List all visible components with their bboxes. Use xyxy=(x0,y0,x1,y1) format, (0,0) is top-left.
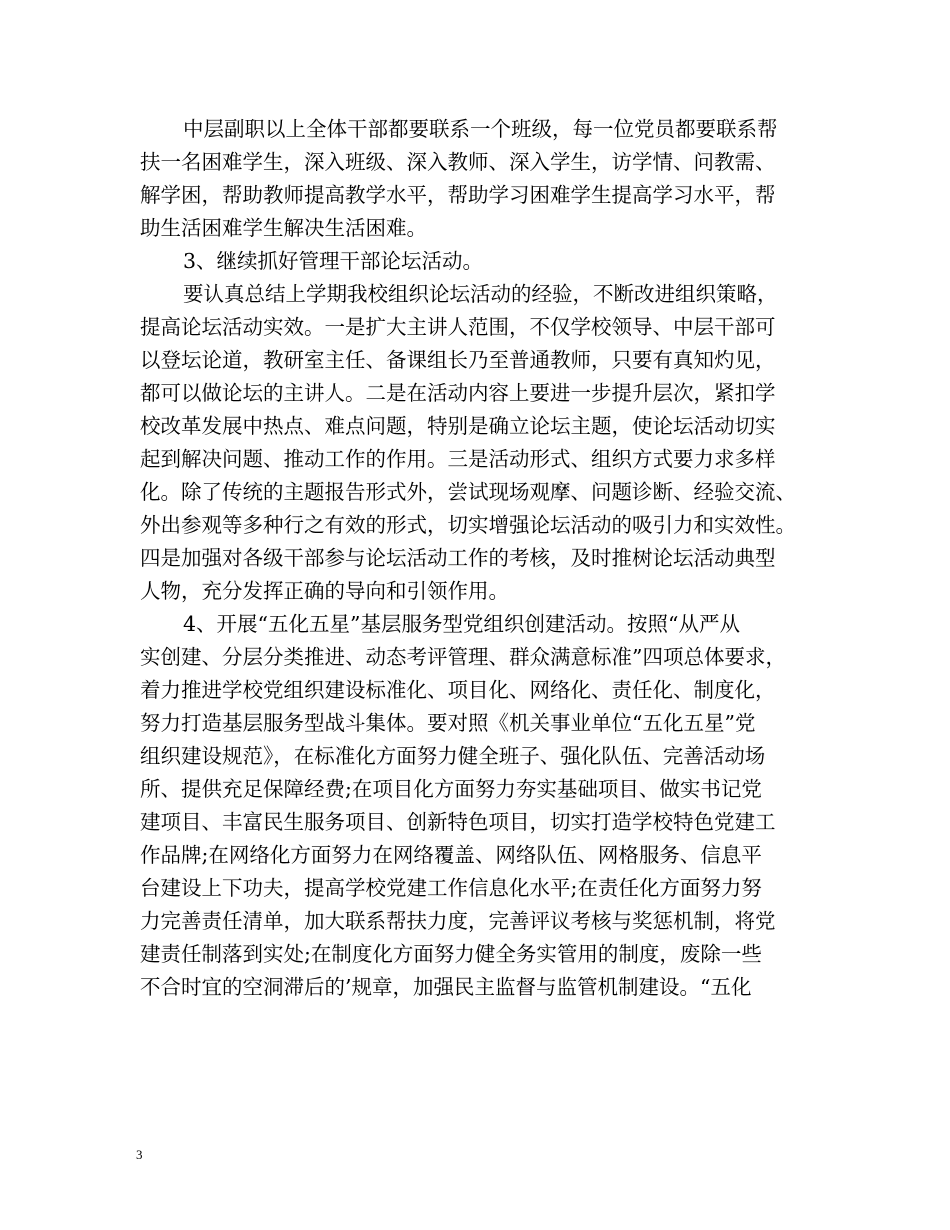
paragraph-line: 解学困，帮助教师提高教学水平，帮助学习困难学生提高学习水平，帮 xyxy=(140,183,776,207)
paragraph-line: 扶一名困难学生，深入班级、深入教师、深入学生，访学情、问教需、 xyxy=(140,150,776,174)
paragraph-line: 起到解决问题、推动工作的作用。三是活动形式、组织方式要力求多样 xyxy=(140,447,776,471)
page-number: 3 xyxy=(136,1147,143,1162)
paragraph-line: 助生活困难学生解决生活困难。 xyxy=(140,216,427,240)
paragraph-line: 组织建设规范》，在标准化方面努力健全班子、强化队伍、完善活动场 xyxy=(140,744,766,768)
paragraph-line: 着力推进学校党组织建设标准化、项目化、网络化、责任化、制度化， xyxy=(140,678,776,702)
paragraph-line: 以登坛论道，教研室主任、备课组长乃至普通教师，只要有真知灼见， xyxy=(140,348,776,372)
paragraph-line: 要认真总结上学期我校组织论坛活动的经验，不断改进组织策略， xyxy=(183,282,778,306)
paragraph-line: 作品牌;在网络化方面努力在网络覆盖、网络队伍、网格服务、信息平 xyxy=(140,843,762,867)
paragraph-line: 化。除了传统的主题报告形式外，尝试现场观摩、问题诊断、经验交流、 xyxy=(140,480,796,504)
paragraph-line: 提高论坛活动实效。一是扩大主讲人范围，不仅学校领导、中层干部可 xyxy=(140,315,776,339)
paragraph-line: 外出参观等多种行之有效的形式，切实增强论坛活动的吸引力和实效性。 xyxy=(140,513,796,537)
paragraph-line: 实创建、分层分类推进、动态考评管理、群众满意标准”四项总体要求， xyxy=(140,645,786,669)
paragraph-line: 建责任制落到实处;在制度化方面努力健全务实管用的制度，废除一些 xyxy=(140,942,762,966)
paragraph-line: 中层副职以上全体干部都要联系一个班级，每一位党员都要联系帮 xyxy=(183,117,778,141)
section-heading: 3、继续抓好管理干部论坛活动。 xyxy=(183,249,484,273)
paragraph-line: 校改革发展中热点、难点问题，特别是确立论坛主题，使论坛活动切实 xyxy=(140,414,776,438)
paragraph-line: 人物，充分发挥正确的导向和引领作用。 xyxy=(140,579,509,603)
paragraph-line: 四是加强对各级干部参与论坛活动工作的考核，及时推树论坛活动典型 xyxy=(140,546,776,570)
paragraph-line: 力完善责任清单，加大联系帮扶力度，完善评议考核与奖惩机制，将党 xyxy=(140,909,776,933)
paragraph-line: 努力打造基层服务型战斗集体。要对照《机关事业单位“五化五星”党 xyxy=(140,711,756,735)
paragraph-line: 建项目、丰富民生服务项目、创新特色项目，切实打造学校特色党建工 xyxy=(140,810,776,834)
paragraph-line: 所、提供充足保障经费;在项目化方面努力夯实基础项目、做实书记党 xyxy=(140,777,762,801)
paragraph-line: 台建设上下功夫，提高学校党建工作信息化水平;在责任化方面努力努 xyxy=(140,876,762,900)
paragraph-line: 不合时宜的空洞滞后的’规章，加强民主监督与监管机制建设。“五化 xyxy=(140,975,752,999)
section-heading: 4、开展“五化五星”基层服务型党组织创建活动。按照“从严从 xyxy=(183,612,740,636)
paragraph-line: 都可以做论坛的主讲人。二是在活动内容上要进一步提升层次，紧扣学 xyxy=(140,381,776,405)
